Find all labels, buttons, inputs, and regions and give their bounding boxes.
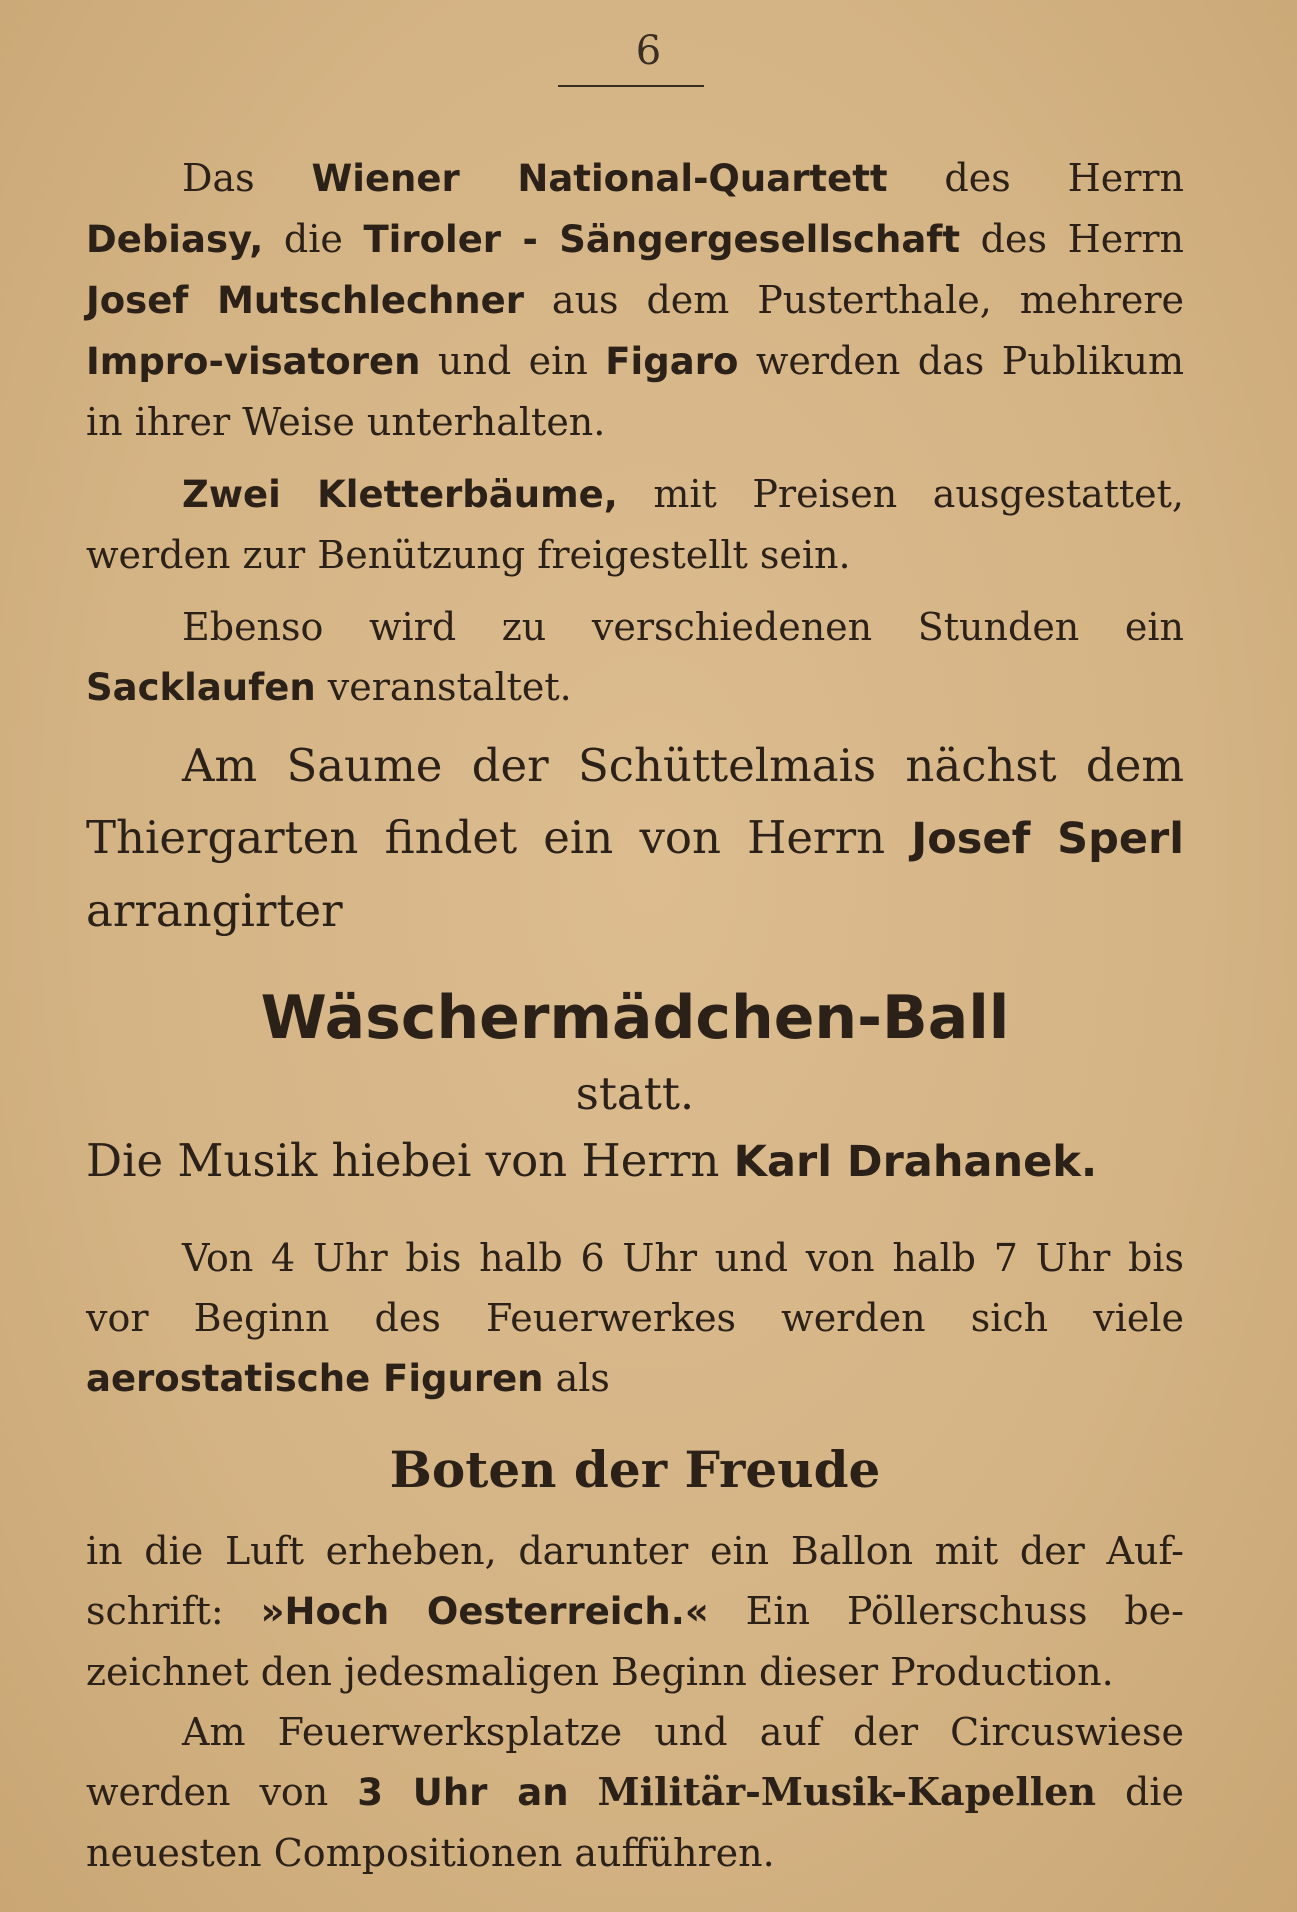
text: des Herrn xyxy=(960,217,1185,261)
text: Die Musik hiebei von Herrn xyxy=(86,1134,734,1187)
text: mit Preisen ausgestattet, werden zur Benützung freigestellt sein. xyxy=(86,472,1184,577)
text: veranstaltet. xyxy=(315,665,572,709)
statt-line: statt. xyxy=(575,1067,695,1120)
bold-text: Debiasy, xyxy=(86,218,264,261)
text: Am Saume der Schüttelmais nächst dem Thiergarten findet ein von Herrn xyxy=(86,739,1184,864)
bold-text: Militär-Musik-Kapellen xyxy=(597,1769,1097,1814)
boten-title: Boten der Freude xyxy=(389,1440,881,1499)
bold-text: Josef Mutschlechner xyxy=(86,279,524,322)
paragraph-balloon xyxy=(86,1521,1184,1702)
bold-text: Josef Sperl xyxy=(911,814,1184,864)
bold-text: Karl Drahanek. xyxy=(733,1137,1098,1187)
text: und ein xyxy=(420,339,606,383)
page-number-rule xyxy=(558,85,704,87)
text: werden das Publikum in ihrer Weise unterhalten. xyxy=(86,339,1184,444)
paragraph-aerostatic xyxy=(86,1228,1184,1409)
text: Ein Pöllerschuss be-zeichnet den jedesmaligen Beginn dieser Production. xyxy=(86,1589,1185,1694)
text xyxy=(569,1770,598,1814)
text: die neuesten Compositionen aufführen. xyxy=(86,1770,1185,1875)
bold-text: Figaro xyxy=(605,340,739,383)
page-number: 6 xyxy=(635,28,662,74)
bold-text: Sacklaufen xyxy=(86,666,316,709)
paragraph-ball-intro xyxy=(86,730,1184,947)
text: arrangirter xyxy=(86,884,343,937)
text: Von 4 Uhr bis halb 6 Uhr und von halb 7 Uhr bis vor Beginn des Feuerwerkes werden sich viele xyxy=(86,1236,1184,1340)
ball-title: Wäschermädchen-Ball xyxy=(260,983,1010,1053)
text: des Herrn xyxy=(887,156,1184,200)
bold-text: Zwei Kletterbäume, xyxy=(182,473,618,516)
paragraph-music xyxy=(86,1125,1184,1198)
document-body xyxy=(86,148,1184,1883)
bold-text: Tiroler - Sängergesellschaft xyxy=(363,218,961,261)
bold-text: Impro-visatoren xyxy=(86,340,421,383)
paragraph-sack-race xyxy=(86,597,1184,718)
paragraph-military-music xyxy=(86,1702,1184,1883)
bold-text: »Hoch Oesterreich.« xyxy=(260,1590,709,1633)
bold-text: aerostatische Figuren xyxy=(86,1357,544,1400)
bold-text: 3 Uhr an xyxy=(357,1771,569,1814)
text: die xyxy=(263,217,364,261)
paragraph-climbing-trees xyxy=(86,464,1184,585)
text: aus dem Pusterthale, mehrere xyxy=(524,278,1184,322)
paragraph-entertainers xyxy=(86,148,1184,452)
text: Das xyxy=(182,156,312,200)
text: Am Feuerwerksplatze und auf der Circuswiese werden von xyxy=(86,1710,1184,1814)
bold-text: Wiener National-Quartett xyxy=(311,157,888,200)
text: als xyxy=(543,1356,610,1400)
text: Ebenso wird zu verschiedenen Stunden ein xyxy=(182,605,1184,649)
text: in die Luft erheben, darunter ein Ballon mit der Auf-schrift: xyxy=(86,1529,1184,1633)
